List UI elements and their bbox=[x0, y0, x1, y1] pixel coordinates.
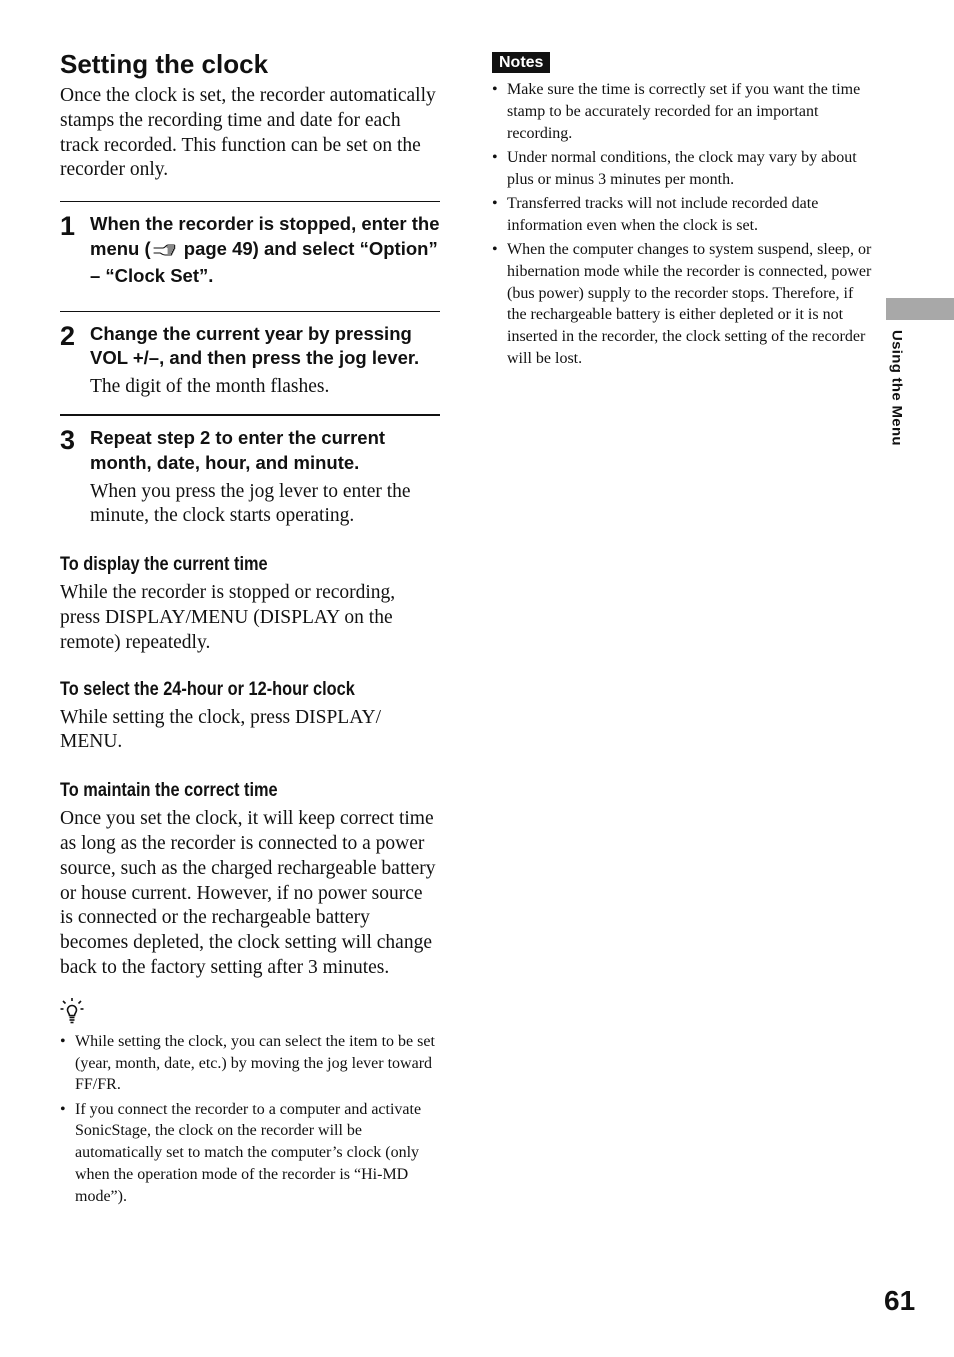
section-maintain-time bbox=[60, 779, 440, 981]
page-number: 61 bbox=[884, 1285, 916, 1316]
list-item: • If you connect the recorder to a computer and activate SonicStage, the clock on the recorder will be automatically set to match the computer’s clock (only when the operation mode of the recorder is “Hi-MD mode”). bbox=[60, 1099, 440, 1208]
section-tab-label: Using the Menu bbox=[888, 330, 905, 446]
pointing-hand-icon bbox=[153, 239, 177, 264]
divider bbox=[60, 414, 440, 416]
list-item: • Transferred tracks will not include recorded date information even when the clock is set. bbox=[492, 193, 872, 237]
notes-badge: Notes bbox=[492, 52, 550, 73]
step-number: 1 bbox=[60, 211, 76, 242]
section-heading: To select the 24-hour or 12-hour clock bbox=[60, 678, 355, 700]
step-heading: When the recorder is stopped, enter the menu ( page 49) and select “Option” – “Clock Set”. bbox=[90, 213, 440, 286]
step-1 bbox=[60, 212, 440, 288]
notes-list bbox=[492, 79, 872, 370]
list-item: • Under normal conditions, the clock may vary by about plus or minus 3 minutes per month. bbox=[492, 147, 872, 191]
list-item: • While setting the clock, you can select the item to be set (year, month, date, etc.) by moving the jog lever toward FF/FR. bbox=[60, 1031, 440, 1096]
intro-paragraph: Once the clock is set, the recorder automatically stamps the recording time and date for each track recorded. This function can be set on the recorder only. bbox=[60, 85, 436, 181]
section-body: While setting the clock, press DISPLAY/ MENU. bbox=[60, 706, 381, 753]
step-number: 2 bbox=[60, 320, 76, 351]
list-item: • Make sure the time is correctly set if you want the time stamp to be accurately recorded for an important recording. bbox=[492, 79, 872, 144]
left-column bbox=[60, 48, 440, 1208]
section-clock-format bbox=[60, 678, 440, 756]
section-tab-marker bbox=[886, 298, 954, 320]
divider bbox=[60, 311, 440, 312]
section-body: While the recorder is stopped or recording, press DISPLAY/MENU (DISPLAY on the remote) repeatedly. bbox=[60, 582, 396, 653]
step-heading: Repeat step 2 to enter the current month, date, hour, and minute. bbox=[90, 426, 386, 473]
section-body: Once you set the clock, it will keep correct time as long as the recorder is connected to a power source, such as the charged rechargeable battery or house current. However, if no power source is connected or the rechargeable battery becomes depleted, the clock setting will change back to the factory setting after 3 minutes. bbox=[60, 808, 436, 978]
hints-block bbox=[60, 997, 440, 1208]
right-column bbox=[492, 52, 872, 370]
hints-list bbox=[60, 1031, 440, 1208]
section-display-time bbox=[60, 553, 440, 655]
section-heading: To display the current time bbox=[60, 554, 268, 576]
step-body: The digit of the month flashes. bbox=[90, 376, 330, 398]
list-item: • When the computer changes to system suspend, sleep, or hibernation mode while the recorder is connected, power (bus power) supply to the recorder stops. Therefore, if the rechargeable battery is either depleted or it is not inserted in the recorder, the clock setting of the recorder will be lost. bbox=[492, 239, 872, 370]
lightbulb-icon bbox=[60, 997, 84, 1025]
page-title: Setting the clock bbox=[60, 49, 269, 79]
divider bbox=[60, 201, 440, 202]
step-2 bbox=[60, 322, 440, 400]
section-heading: To maintain the correct time bbox=[60, 780, 278, 802]
step-body: When you press the jog lever to enter the minute, the clock starts operating. bbox=[90, 480, 411, 527]
step-heading: Change the current year by pressing VOL +/–, and then press the jog lever. bbox=[90, 322, 420, 369]
step-3 bbox=[60, 426, 440, 529]
step-number: 3 bbox=[60, 424, 76, 455]
